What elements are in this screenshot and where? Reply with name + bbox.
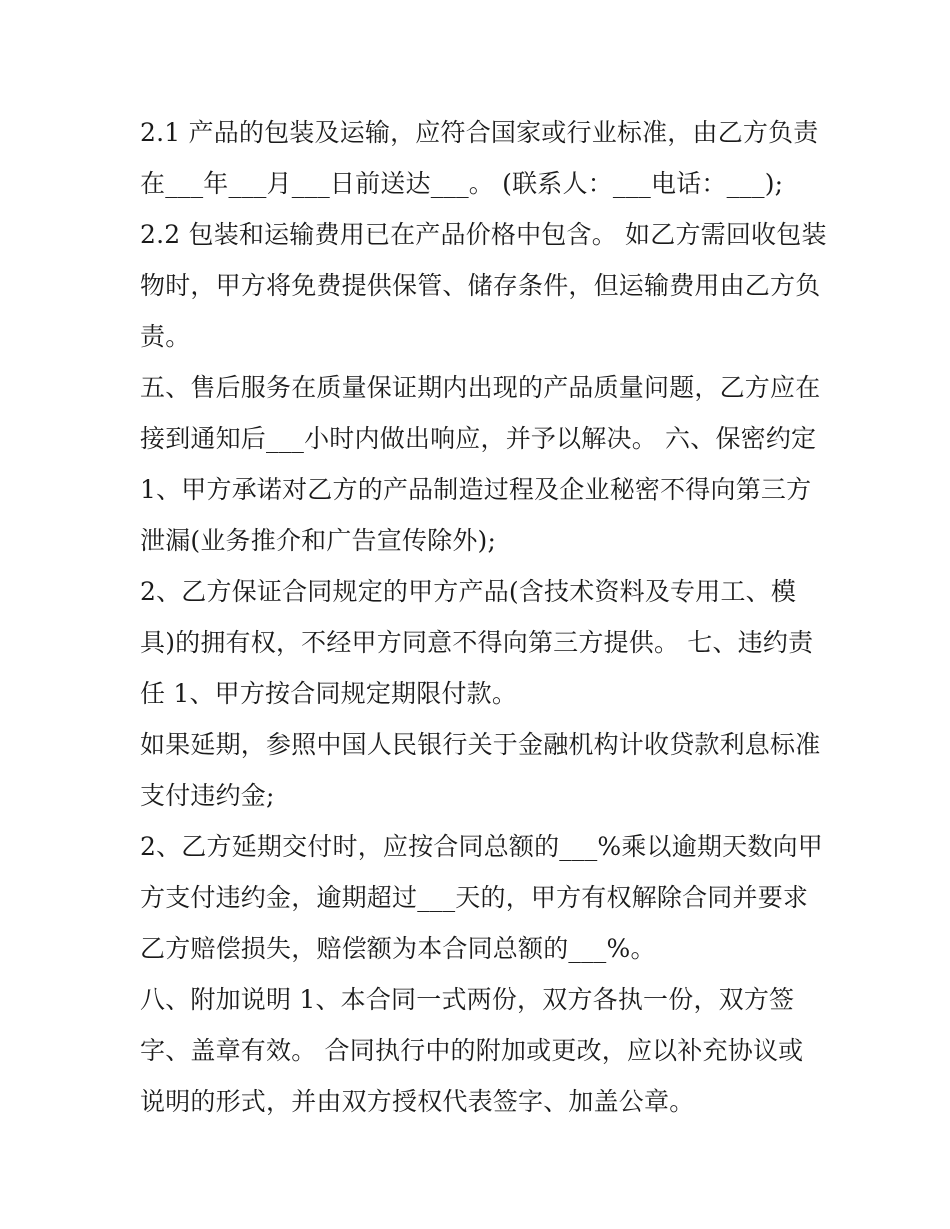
text-line: 任 1、甲方按合同规定期限付款。 — [140, 679, 518, 708]
document-body — [140, 107, 830, 1127]
text-line: 乙方赔偿损失，赔偿额为本合同总额的___%。 — [140, 934, 656, 963]
text-line: 字、盖章有效。 合同执行中的附加或更改，应以补充协议或 — [140, 1036, 804, 1065]
text-line: 在___年___月___日前送达___。 (联系人：___电话：___); — [140, 169, 784, 198]
text-line: 五、售后服务在质量保证期内出现的产品质量问题，乙方应在 — [140, 373, 821, 402]
text-line: 泄漏(业务推介和广告宣传除外); — [140, 526, 497, 555]
text-line: 具)的拥有权，不经甲方同意不得向第三方提供。 七、违约责 — [140, 628, 814, 657]
text-line: 物时，甲方将免费提供保管、储存条件，但运输费用由乙方负 — [140, 271, 821, 300]
text-line: 支付违约金; — [140, 781, 275, 810]
text-line: 如果延期，参照中国人民银行关于金融机构计收贷款利息标准 — [140, 730, 821, 759]
text-line: 说明的形式，并由双方授权代表签字、加盖公章。 — [140, 1087, 695, 1116]
text-line: 2、乙方保证合同规定的甲方产品(含技术资料及专用工、模 — [140, 577, 797, 606]
text-line: 八、附加说明 1、本合同一式两份，双方各执一份，双方签 — [140, 985, 795, 1014]
text-line: 方支付违约金，逾期超过___天的，甲方有权解除合同并要求 — [140, 883, 809, 912]
text-line: 接到通知后___小时内做出响应，并予以解决。 六、保密约定 — [140, 424, 817, 453]
text-line: 2.1 产品的包装及运输，应符合国家或行业标准，由乙方负责 — [140, 118, 819, 147]
text-line: 2.2 包装和运输费用已在产品价格中包含。 如乙方需回收包装 — [140, 220, 827, 249]
text-line: 1、甲方承诺对乙方的产品制造过程及企业秘密不得向第三方 — [140, 475, 812, 504]
text-line: 2、乙方延期交付时，应按合同总额的___%乘以逾期天数向甲 — [140, 832, 823, 861]
text-line: 责。 — [140, 322, 191, 351]
